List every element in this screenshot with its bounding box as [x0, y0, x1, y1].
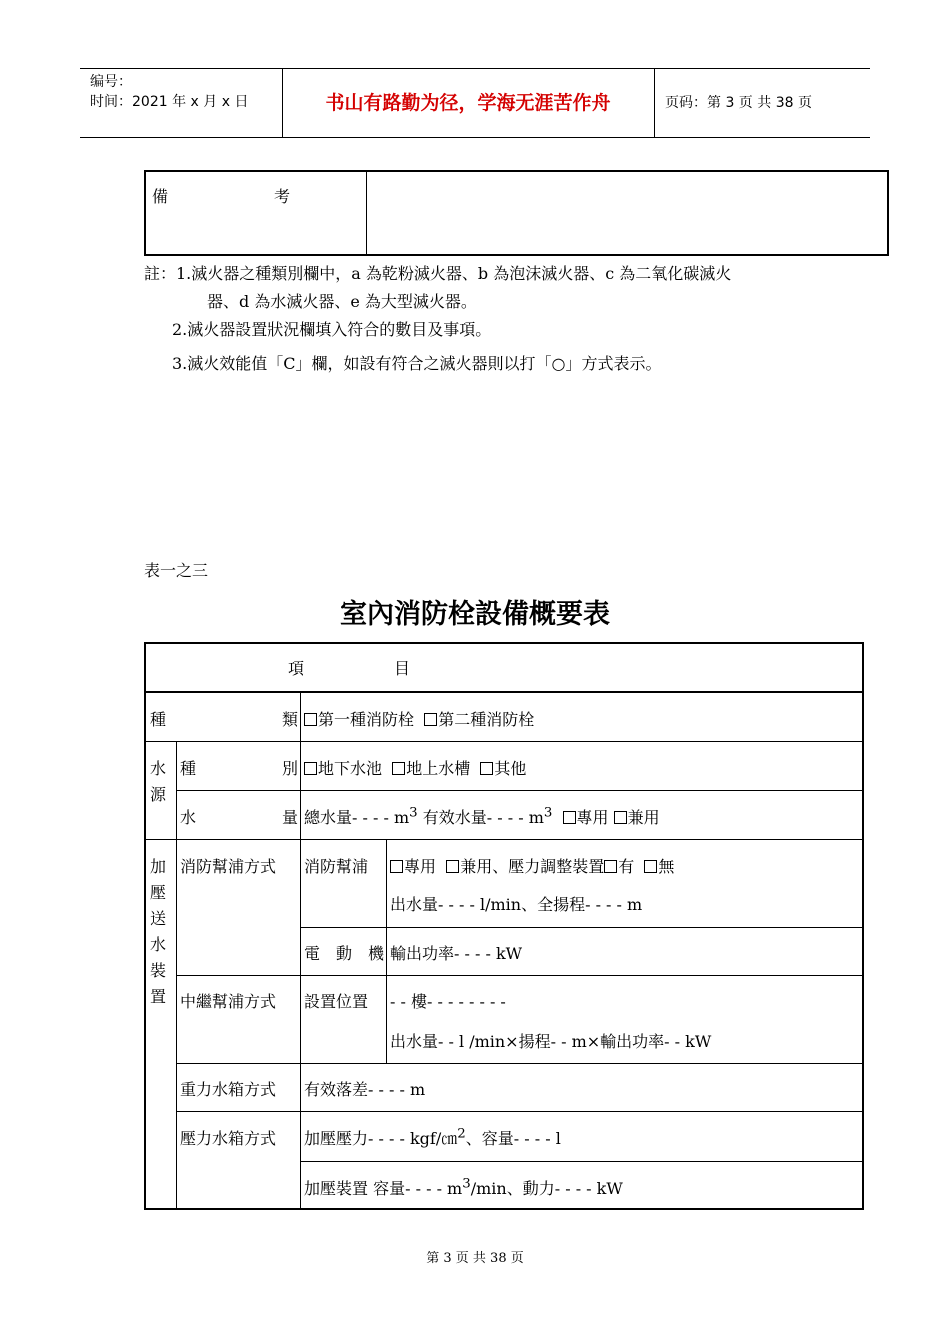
motor-value: 輸出功率- - - - kW	[390, 944, 523, 963]
checkbox-other[interactable]	[480, 762, 493, 775]
pump-output-line: 出水量- - - - l/min、全揚程- - - - m	[390, 895, 643, 914]
remarks-box	[144, 170, 889, 256]
fire-hydrant-table	[144, 642, 864, 1210]
pressure-tank-line1	[304, 1126, 561, 1149]
col-divider	[300, 693, 301, 1208]
total-water-qty: 總水量- - - - m	[304, 808, 410, 827]
pt-line2b: /min、動力- - - - kW	[470, 1179, 623, 1198]
pressure-tank-label: 壓力水箱方式	[180, 1129, 277, 1148]
table-title: 室內消防栓設備概要表	[340, 599, 610, 630]
col-divider	[386, 840, 387, 1064]
page-info: 页码：第 3 页 共 38 页	[665, 95, 812, 111]
install-position-value: - - 樓- - - - - - - -	[390, 992, 506, 1011]
checkbox-pump-dedicated[interactable]	[390, 860, 403, 873]
remarks-label-cell	[146, 172, 367, 254]
ws-opt1-label: 地下水池	[318, 759, 383, 778]
ws-opt2-label: 地上水槽	[406, 759, 471, 778]
checkbox-dedicated[interactable]	[563, 811, 576, 824]
pump-method-label: 消防幫浦方式	[180, 857, 277, 876]
kind-options	[304, 707, 534, 730]
ws-kind-a: 種	[180, 759, 197, 778]
note-3: 3.滅火效能值「C」欄，如設有符合之滅火器則以打「○」方式表示。	[172, 354, 662, 373]
pt-line1a: 加壓壓力- - - - kgf/㎝	[304, 1129, 458, 1148]
pump-opt1-label: 專用	[404, 857, 437, 876]
item-header-b: 目	[394, 659, 411, 678]
motor-label: 電 動 機	[304, 944, 385, 963]
row-divider	[300, 1161, 862, 1162]
item-header-a: 項	[288, 659, 305, 678]
ws-qty-values	[304, 805, 660, 828]
pump-opt2-label: 兼用、壓力調整裝置	[460, 857, 605, 876]
install-position-label: 設置位置	[304, 992, 369, 1011]
row-divider	[176, 1111, 862, 1112]
effective-water-qty: 有效水量- - - - m	[422, 808, 544, 827]
table-label: 表一之三	[144, 561, 209, 580]
pressure-device-label: 加壓送水裝置	[150, 857, 167, 1006]
remarks-label-right: 考	[274, 187, 291, 206]
row-divider	[146, 741, 862, 742]
pump-opt3-label: 有	[618, 857, 635, 876]
note-1: 註：1.滅火器之種類別欄中，a 為乾粉滅火器、b 為泡沫滅火器、c 為二氧化碳滅火	[144, 264, 732, 283]
ws-qty-b: 量	[282, 808, 299, 827]
ws-qty-a: 水	[180, 808, 197, 827]
ws-kind-b: 別	[282, 759, 299, 778]
water-source-label: 水源	[150, 759, 167, 804]
checkbox-ground-tank[interactable]	[392, 762, 405, 775]
ws-qty-opt2-label: 兼用	[627, 808, 660, 827]
row-divider	[300, 927, 862, 928]
unit-sup: 3	[462, 1176, 471, 1192]
kind-opt1-label: 第一種消防栓	[318, 710, 415, 729]
relay-output-line: 出水量- - l /min×揚程- - m×輸出功率- - kW	[390, 1032, 712, 1051]
kind-label-a: 種	[150, 710, 167, 729]
pressure-tank-line2	[304, 1176, 623, 1199]
relay-method-label: 中繼幫浦方式	[180, 992, 277, 1011]
motto: 书山有路勤为径，学海无涯苦作舟	[282, 69, 655, 137]
time-label: 时间：2021 年 x 月 x 日	[90, 94, 249, 110]
note-2: 2.滅火器設置狀況欄填入符合的數目及事項。	[172, 320, 492, 339]
ws-opt3-label: 其他	[494, 759, 527, 778]
checkbox-shared[interactable]	[614, 811, 627, 824]
row-divider	[176, 975, 862, 976]
checkbox-pump-yes[interactable]	[604, 860, 617, 873]
ws-kind-options	[304, 756, 526, 779]
gravity-method-label: 重力水箱方式	[180, 1080, 277, 1099]
header-info-cell	[80, 69, 283, 137]
pump-label: 消防幫浦	[304, 857, 369, 876]
checkbox-second-hydrant[interactable]	[424, 713, 437, 726]
gravity-value: 有效落差- - - - m	[304, 1080, 426, 1099]
checkbox-underground-pool[interactable]	[304, 762, 317, 775]
checkbox-pump-shared[interactable]	[446, 860, 459, 873]
col-divider	[176, 742, 177, 1208]
unit-sup: 3	[409, 805, 418, 821]
pt-line2a: 加壓裝置 容量- - - - m	[304, 1179, 463, 1198]
checkbox-pump-no[interactable]	[644, 860, 657, 873]
remarks-label-left: 備	[152, 187, 169, 206]
kind-label-b: 類	[282, 710, 299, 729]
number-label: 编号：	[90, 74, 132, 90]
row-divider	[146, 691, 862, 693]
checkbox-first-hydrant[interactable]	[304, 713, 317, 726]
unit-sup: 2	[457, 1126, 466, 1142]
pt-line1b: 、容量- - - - l	[465, 1129, 561, 1148]
unit-sup: 3	[543, 805, 553, 821]
row-divider	[146, 839, 862, 840]
pump-opt4-label: 無	[658, 857, 675, 876]
ws-qty-opt1-label: 專用	[576, 808, 609, 827]
row-divider	[176, 1063, 862, 1064]
page-header	[80, 68, 870, 138]
pump-options	[390, 854, 674, 877]
page-footer: 第 3 页 共 38 页	[426, 1251, 524, 1266]
kind-opt2-label: 第二種消防栓	[438, 710, 535, 729]
note-1-cont: 器、d 為水滅火器、e 為大型滅火器。	[207, 292, 477, 311]
row-divider	[176, 790, 862, 791]
